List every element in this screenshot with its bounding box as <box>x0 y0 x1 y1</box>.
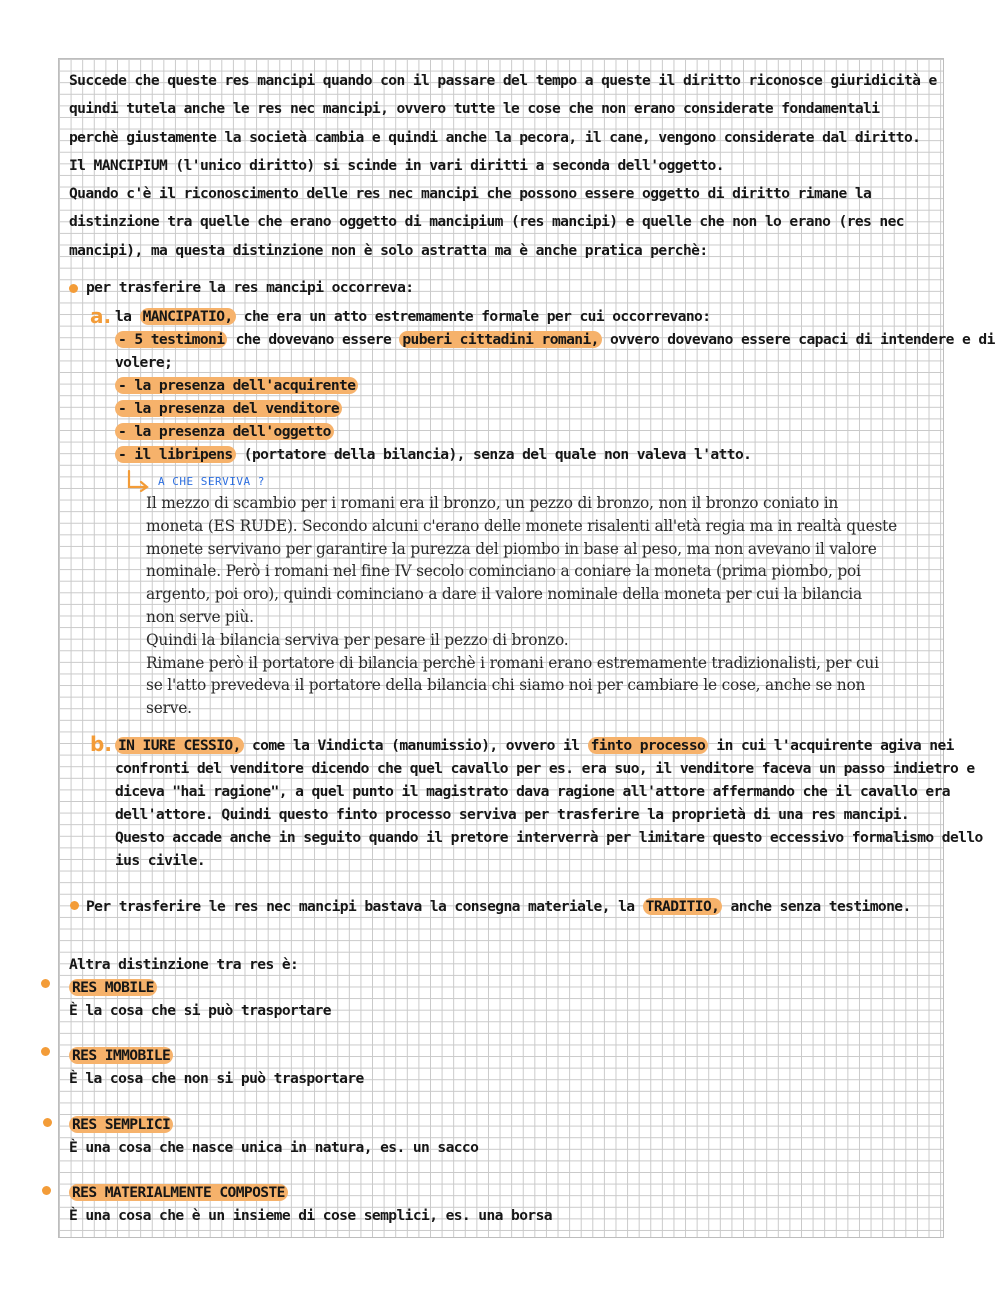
res-title: RES MATERIALMENTE COMPOSTE <box>69 1184 288 1201</box>
bullet-dot <box>43 1118 52 1127</box>
letter-a: a. <box>90 304 112 328</box>
intro-line: distinzione tra quelle che erano oggetto di mancipium (res mancipi) e quelle che non lo erano (res nec <box>69 213 904 231</box>
explanation-line: serve. <box>146 699 192 718</box>
libripens-line <box>115 443 995 466</box>
note-a-che-serviva: A CHE SERVIVA ? <box>158 475 265 488</box>
traditio-post: anche senza testimone. <box>722 898 911 915</box>
mancipatio-block <box>115 305 995 466</box>
cessio-highlight: IN IURE CESSIO, <box>115 737 244 754</box>
testimoni-post: ovvero dovevano essere capaci di intendere e di <box>601 331 995 348</box>
intro-line: mancipi), ma questa distinzione non è solo astratta ma è anche pratica perchè: <box>69 241 708 259</box>
testimoni-mid: che dovevano essere <box>227 331 400 348</box>
res-title: RES SEMPLICI <box>69 1116 173 1133</box>
cessio-line: ius civile. <box>115 852 206 869</box>
venditore-highlight: - la presenza del venditore <box>115 400 342 417</box>
letter-b: b. <box>90 732 112 756</box>
cessio-line: Questo accade anche in seguito quando il pretore interverrà per limitare questo eccessivo formalismo dello <box>115 829 983 846</box>
bullet-nec-mancipi <box>86 895 911 918</box>
altra-distinzione <box>69 953 298 976</box>
cessio-block <box>115 734 983 872</box>
libripens-post: (portatore della bilancia), senza del quale non valeva l'atto. <box>235 446 752 463</box>
puberi-highlight: puberi cittadini romani, <box>399 331 601 348</box>
explanation-line: nominale. Però i romani nel fine IV secolo cominciano a coniare la moneta (prima piombo, poi <box>146 562 861 581</box>
mancipatio-post: che era un atto estremamente formale per cui occorrevano: <box>235 308 711 325</box>
acquirente-highlight: - la presenza dell'acquirente <box>115 377 358 394</box>
explanation-line: argento, poi oro), quindi cominciano a dare il valore nominale della moneta per cui la bilancia <box>146 585 862 604</box>
bullet-dot <box>41 979 50 988</box>
volere-line: volere; <box>115 354 173 371</box>
res-desc: È la cosa che non si può trasportare <box>69 1070 364 1087</box>
traditio-pre: Per trasferire le res nec mancipi bastava la consegna materiale, la <box>86 898 643 915</box>
oggetto-highlight: - la presenza dell'oggetto <box>115 423 334 440</box>
altra-distinzione-text: Altra distinzione tra res è: <box>69 956 299 973</box>
explanation-line: monete servivano per garantire la purezza del piombo in base al peso, ma non avevano il valore <box>146 539 877 558</box>
res-title: RES MOBILE <box>69 979 157 996</box>
intro-paragraph <box>69 67 937 265</box>
testimoni-line <box>115 328 995 351</box>
res-item <box>69 1044 364 1090</box>
cessio-post: in cui l'acquirente agiva nei <box>708 737 954 754</box>
cessio-line <box>115 734 983 757</box>
explanation-line: non serve più. <box>146 607 254 626</box>
explanation-paragraph <box>146 492 897 720</box>
cessio-line: diceva "hai ragione", a quel punto il magistrato dava ragione all'attore affermando che il cavallo era <box>115 783 950 800</box>
res-item <box>69 976 331 1022</box>
intro-line: quindi tutela anche le res nec mancipi, ovvero tutte le cose che non erano considerate fondamentali <box>69 100 880 118</box>
cessio-line: dell'attore. Quindi questo finto processo serviva per trasferire la proprietà di una res mancipi. <box>115 806 910 823</box>
intro-line: Succede che queste res mancipi quando con il passare del tempo a queste il diritto riconosce giuridicità e <box>69 72 937 89</box>
finto-processo-highlight: finto processo <box>588 737 709 754</box>
res-desc: È una cosa che nasce unica in natura, es. un sacco <box>69 1139 479 1156</box>
res-item <box>69 1181 552 1227</box>
mancipatio-highlight: MANCIPATIO, <box>140 308 236 325</box>
res-desc: È la cosa che si può trasportare <box>69 1002 331 1019</box>
arrow-icon <box>126 470 156 492</box>
traditio-line <box>86 895 911 918</box>
bullet-mancipi-text: per trasferire la res mancipi occorreva: <box>86 279 414 296</box>
bullet-mancipi <box>86 274 413 302</box>
explanation-line: Rimane però il portatore di bilancia perchè i romani erano estremamente tradizionalisti, per cui <box>146 653 879 672</box>
cessio-mid: come la Vindicta (manumissio), ovvero il <box>243 737 588 754</box>
oggetto-line <box>115 420 995 443</box>
testimoni-highlight: - 5 testimoni <box>115 331 227 348</box>
explanation-line: moneta (ES RUDE). Secondo alcuni c'erano delle monete risalenti all'età regia ma in realtà queste <box>146 516 898 535</box>
bullet-dot <box>41 1047 50 1056</box>
explanation-line: Il mezzo di scambio per i romani era il bronzo, un pezzo di bronzo, non il bronzo coniato in <box>146 494 839 512</box>
acquirente-line <box>115 374 995 397</box>
mancipatio-pre: la <box>115 308 140 325</box>
bullet-dot <box>42 1186 51 1195</box>
intro-line: Quando c'è il riconoscimento delle res nec mancipi che possono essere oggetto di diritto rimane la <box>69 185 872 203</box>
venditore-line <box>115 397 995 420</box>
intro-line: Il MANCIPIUM (l'unico diritto) si scinde in vari diritti a seconda dell'oggetto. <box>69 156 724 174</box>
res-desc: È una cosa che è un insieme di cose semplici, es. una borsa <box>69 1207 552 1224</box>
traditio-highlight: TRADITIO, <box>643 898 723 915</box>
libripens-highlight: - il libripens <box>115 446 236 463</box>
explanation-line: se l'atto prevedeva il portatore della bilancia chi siamo noi per cambiare le cose, anche se non <box>146 676 866 695</box>
explanation-line: Quindi la bilancia serviva per pesare il pezzo di bronzo. <box>146 630 569 649</box>
bullet-dot <box>70 901 79 910</box>
res-title: RES IMMOBILE <box>69 1047 173 1064</box>
cessio-line: confronti del venditore dicendo che quel cavallo per es. era suo, il venditore faceva un passo indietro e <box>115 760 975 777</box>
intro-line: perchè giustamente la società cambia e quindi anche la pecora, il cane, vengono considerate dal diritto. <box>69 128 921 146</box>
res-item <box>69 1113 478 1159</box>
mancipatio-line <box>115 305 995 328</box>
bullet-dot <box>69 284 78 293</box>
